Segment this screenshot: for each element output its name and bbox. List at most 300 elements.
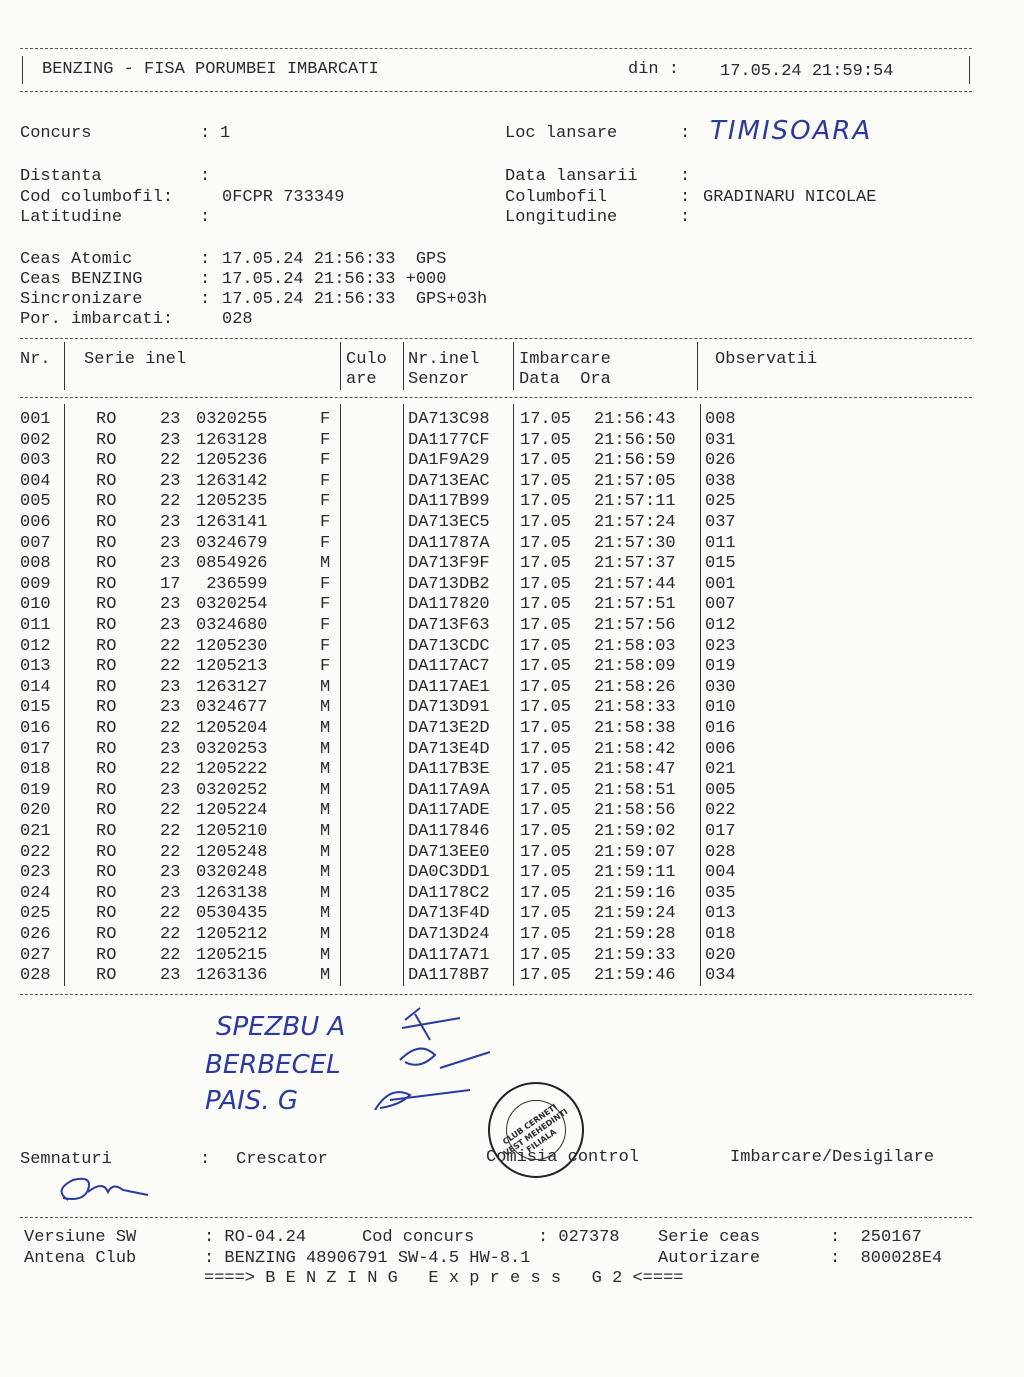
cell-sex: F [320,574,331,594]
cell-tara: RO [96,842,117,862]
serie-ceas-label: Serie ceas [658,1228,761,1247]
cell-an: 23 [160,966,181,986]
cell-tara: RO [96,698,117,718]
cell-nr: 007 [20,533,51,553]
cell-an: 22 [160,451,181,471]
longitudine-colon: : [680,208,691,227]
columbofil-value: GRADINARU NICOLAE [703,188,877,207]
cell-ora: 21:59:28 [594,925,676,944]
cell-an: 22 [160,925,181,944]
cell-inel: 1205215 [196,945,268,965]
cell-an: 23 [160,430,181,450]
cell-nr: 025 [20,904,51,924]
sincronizare-value: 17.05.24 21:56:33 GPS+03h [222,290,488,309]
cell-sex: M [320,698,331,718]
cell-inel: 1263127 [196,677,268,697]
cell-observatii: 010 [705,698,736,718]
cell-sex: M [320,801,331,821]
cell-tara: RO [96,657,117,677]
cell-sex: F [320,471,331,491]
cell-tara: RO [96,451,117,471]
cell-tara: RO [96,863,117,883]
benzing-express-banner: ====> B E N Z I N G E x p r e s s G 2 <==== [204,1269,684,1288]
sincronizare-colon: : [200,290,211,309]
cell-data: 17.05 [520,533,572,553]
cell-senzor: DA713E4D [408,739,490,759]
cell-observatii: 023 [705,636,736,656]
cell-nr: 009 [20,574,51,594]
cell-data: 17.05 [520,801,572,821]
cell-tara: RO [96,513,117,532]
cell-tara: RO [96,533,117,553]
cell-tara: RO [96,822,117,841]
cell-tara: RO [96,410,117,429]
col-header-nr: Nr. [20,350,51,369]
versiune-sw-label: Versiune SW [24,1228,137,1247]
cell-sex: M [320,677,331,697]
cell-observatii: 038 [705,471,736,491]
autorizare-value: : 800028E4 [830,1249,943,1268]
cell-data: 17.05 [520,554,572,574]
cell-data: 17.05 [520,883,572,903]
cell-ora: 21:59:16 [594,883,676,903]
concurs-label: Concurs [20,124,92,143]
cell-ora: 21:58:47 [594,760,676,780]
signature-comisia-control-label: Comisia control [486,1148,640,1167]
cell-sex: M [320,966,331,986]
table-row [0,884,1024,905]
cell-an: 23 [160,471,181,491]
cell-an: 17 [160,574,181,594]
cell-an: 22 [160,719,181,738]
cell-senzor: DA713EE0 [408,842,490,862]
cell-tara: RO [96,574,117,594]
cell-data: 17.05 [520,595,572,615]
table-row [0,863,1024,884]
cell-senzor: DA117A71 [408,945,490,965]
cell-senzor: DA1F9A29 [408,451,490,471]
cell-nr: 023 [20,863,51,883]
header-left-border [22,56,23,84]
table-row [0,534,1024,555]
table-row [0,781,1024,802]
footer-top-border [20,1217,972,1218]
document-title: BENZING - FISA PORUMBEI IMBARCATI [42,60,379,79]
cell-senzor: DA11787A [408,533,490,553]
cell-observatii: 012 [705,616,736,635]
cell-inel: 1205230 [196,636,268,656]
cell-observatii: 011 [705,533,736,553]
cell-nr: 002 [20,430,51,450]
handwritten-initials [360,1000,520,1110]
cell-nr: 019 [20,780,51,800]
cell-ora: 21:58:33 [594,698,676,718]
table-row [0,657,1024,678]
cell-an: 22 [160,492,181,512]
cell-nr: 008 [20,554,51,574]
cell-data: 17.05 [520,719,572,738]
cell-senzor: DA117846 [408,822,490,841]
cell-inel: 1205235 [196,492,268,512]
cell-sex: F [320,451,331,471]
cell-senzor: DA117B3E [408,760,490,780]
table-row [0,966,1024,987]
cell-an: 23 [160,616,181,635]
col-header-imbarcare-2: Data Ora [519,370,611,389]
versiune-sw-value: : RO-04.24 [204,1228,307,1247]
cell-an: 22 [160,760,181,780]
cell-nr: 018 [20,760,51,780]
cell-data: 17.05 [520,471,572,491]
col-header-observatii: Observatii [715,350,818,369]
cell-observatii: 026 [705,451,736,471]
cell-observatii: 006 [705,739,736,759]
cell-inel: 1263138 [196,883,268,903]
cell-data: 17.05 [520,760,572,780]
cell-nr: 021 [20,822,51,841]
cell-ora: 21:57:24 [594,513,676,532]
cell-observatii: 013 [705,904,736,924]
cell-observatii: 034 [705,966,736,986]
cell-an: 22 [160,657,181,677]
cell-ora: 21:59:46 [594,966,676,986]
cell-senzor: DA713DB2 [408,574,490,594]
cell-tara: RO [96,945,117,965]
table-row [0,822,1024,843]
table-col-separator [64,342,65,390]
signature-imbarcare-label: Imbarcare/Desigilare [730,1148,935,1167]
cell-tara: RO [96,801,117,821]
cell-tara: RO [96,780,117,800]
cell-inel: 1263141 [196,513,268,532]
cell-observatii: 035 [705,883,736,903]
table-row [0,801,1024,822]
ceas-benzing-colon: : [200,270,211,289]
cell-nr: 001 [20,410,51,429]
concurs-value: 1 [220,124,231,143]
loc-lansare-value: TIMISOARA [710,116,873,146]
cell-inel: 0320253 [196,739,268,759]
cell-data: 17.05 [520,451,572,471]
cell-sex: F [320,616,331,635]
cell-nr: 027 [20,945,51,965]
cell-ora: 21:57:37 [594,554,676,574]
cell-inel: 0320255 [196,410,268,429]
table-row [0,843,1024,864]
cell-nr: 004 [20,471,51,491]
cell-data: 17.05 [520,780,572,800]
sincronizare-label: Sincronizare [20,290,143,309]
cell-data: 17.05 [520,842,572,862]
cell-data: 17.05 [520,492,572,512]
cell-ora: 21:58:09 [594,657,676,677]
cell-an: 22 [160,822,181,841]
cod-concurs-value: : 027378 [538,1228,620,1247]
col-header-nr-inel-2: Senzor [408,370,470,389]
cell-nr: 026 [20,925,51,944]
cell-ora: 21:57:51 [594,595,676,615]
table-row [0,431,1024,452]
table-header-separator [20,397,972,398]
cell-nr: 005 [20,492,51,512]
stamp-text: CLUB CERNETI VEST MEHEDINTI FILIALA [501,1102,570,1159]
distanta-label: Distanta [20,167,102,186]
cell-ora: 21:58:42 [594,739,676,759]
cell-data: 17.05 [520,574,572,594]
ceas-atomic-value: 17.05.24 21:56:33 GPS [222,250,447,269]
header-timestamp: 17.05.24 21:59:54 [720,62,894,81]
cell-sex: M [320,883,331,903]
cell-an: 23 [160,883,181,903]
cell-tara: RO [96,677,117,697]
cell-tara: RO [96,492,117,512]
signature-crescator-label: Crescator [236,1150,328,1169]
cell-tara: RO [96,719,117,738]
cell-tara: RO [96,883,117,903]
cell-senzor: DA713F63 [408,616,490,635]
cell-tara: RO [96,616,117,635]
table-row [0,595,1024,616]
autorizare-label: Autorizare [658,1249,761,1268]
cell-sex: M [320,554,331,574]
cell-data: 17.05 [520,904,572,924]
cell-inel: 0320252 [196,780,268,800]
cell-sex: M [320,760,331,780]
cell-data: 17.05 [520,945,572,965]
cell-senzor: DA713F9F [408,554,490,574]
cell-an: 23 [160,513,181,532]
cell-nr: 016 [20,719,51,738]
longitudine-label: Longitudine [505,208,618,227]
cell-inel: 0320248 [196,863,268,883]
cell-observatii: 025 [705,492,736,512]
cell-inel: 1205224 [196,801,268,821]
table-row [0,678,1024,699]
table-col-separator [403,342,404,390]
cell-an: 23 [160,780,181,800]
col-header-culoare-2: are [346,370,377,389]
cell-sex: M [320,739,331,759]
header-top-border [20,48,972,49]
cell-observatii: 031 [705,430,736,450]
cell-tara: RO [96,595,117,615]
cell-ora: 21:58:51 [594,780,676,800]
cell-inel: 0324680 [196,616,268,635]
header-right-border [969,56,970,84]
handwritten-line-1: SPEZBU A [216,1012,346,1042]
cell-inel: 1205210 [196,822,268,841]
por-imbarcati-value: 028 [222,310,253,329]
table-row [0,946,1024,967]
concurs-colon: : [200,124,211,143]
cell-senzor: DA1177CF [408,430,490,450]
cell-data: 17.05 [520,410,572,429]
table-row [0,554,1024,575]
cell-observatii: 016 [705,719,736,738]
cell-senzor: DA117AC7 [408,657,490,677]
cell-observatii: 030 [705,677,736,697]
cod-columbofil-value: 0FCPR 733349 [222,188,345,207]
cell-data: 17.05 [520,698,572,718]
cell-sex: M [320,863,331,883]
cell-observatii: 015 [705,554,736,574]
table-row [0,575,1024,596]
cell-senzor: DA117AE1 [408,677,490,697]
cell-ora: 21:59:02 [594,822,676,841]
cell-data: 17.05 [520,513,572,532]
cell-sex: F [320,595,331,615]
cell-sex: M [320,719,331,738]
cell-nr: 028 [20,966,51,986]
cell-data: 17.05 [520,739,572,759]
cell-nr: 006 [20,513,51,532]
cell-data: 17.05 [520,822,572,841]
cell-observatii: 028 [705,842,736,862]
cell-sex: M [320,822,331,841]
cell-ora: 21:56:50 [594,430,676,450]
cell-tara: RO [96,430,117,450]
cell-an: 23 [160,554,181,574]
cell-senzor: DA713EC5 [408,513,490,532]
cell-senzor: DA713E2D [408,719,490,738]
cell-inel: 1205204 [196,719,268,738]
cell-observatii: 022 [705,801,736,821]
cell-observatii: 018 [705,925,736,944]
cell-data: 17.05 [520,657,572,677]
cell-an: 23 [160,739,181,759]
loc-lansare-colon: : [680,124,691,143]
cell-nr: 024 [20,883,51,903]
cell-ora: 21:57:05 [594,471,676,491]
ceas-atomic-colon: : [200,250,211,269]
cell-senzor: DA713CDC [408,636,490,656]
cell-nr: 022 [20,842,51,862]
cell-observatii: 004 [705,863,736,883]
cell-senzor: DA713F4D [408,904,490,924]
ceas-benzing-value: 17.05.24 21:56:33 +000 [222,270,447,289]
cell-data: 17.05 [520,636,572,656]
cell-ora: 21:58:03 [594,636,676,656]
cell-sex: F [320,636,331,656]
cell-inel: 1205236 [196,451,268,471]
antena-club-label: Antena Club [24,1249,137,1268]
cell-ora: 21:58:56 [594,801,676,821]
cell-sex: F [320,657,331,677]
loc-lansare-label: Loc lansare [505,124,618,143]
cell-nr: 020 [20,801,51,821]
cell-inel: 1263142 [196,471,268,491]
table-row [0,410,1024,431]
cell-an: 23 [160,410,181,429]
cell-an: 22 [160,636,181,656]
cell-ora: 21:59:24 [594,904,676,924]
header-bottom-border [20,91,972,92]
cell-inel: 0530435 [196,904,268,924]
handwritten-line-3: PAIS. G [205,1086,299,1116]
cell-nr: 015 [20,698,51,718]
handwritten-signature [48,1170,158,1210]
latitudine-label: Latitudine [20,208,123,227]
signatures-colon: : [200,1150,211,1169]
cell-observatii: 001 [705,574,736,594]
cell-inel: 0854926 [196,554,268,574]
cell-an: 23 [160,533,181,553]
distanta-colon: : [200,167,211,186]
cell-senzor: DA1178B7 [408,966,490,986]
cell-ora: 21:57:56 [594,616,676,635]
col-header-serie-inel: Serie inel [84,350,187,369]
table-row [0,637,1024,658]
cell-inel: 236599 [196,574,268,594]
antena-club-value: : BENZING 48906791 SW-4.5 HW-8.1 [204,1249,531,1268]
cell-senzor: DA0C3DD1 [408,863,490,883]
cell-sex: M [320,780,331,800]
cell-observatii: 020 [705,945,736,965]
cell-nr: 014 [20,677,51,697]
cell-tara: RO [96,925,117,944]
columbofil-label: Columbofil [505,188,608,207]
signatures-label: Semnaturi [20,1150,112,1169]
cell-nr: 011 [20,616,51,635]
col-header-nr-inel-1: Nr.inel [408,350,480,369]
cell-senzor: DA713D24 [408,925,490,944]
cell-data: 17.05 [520,677,572,697]
cell-observatii: 037 [705,513,736,532]
cell-nr: 013 [20,657,51,677]
cell-ora: 21:56:43 [594,410,676,429]
cell-tara: RO [96,554,117,574]
table-row [0,492,1024,513]
cell-ora: 21:57:44 [594,574,676,594]
latitudine-colon: : [200,208,211,227]
col-header-imbarcare-1: Imbarcare [519,350,611,369]
ceas-benzing-label: Ceas BENZING [20,270,143,289]
cell-ora: 21:57:11 [594,492,676,512]
table-col-separator [513,342,514,390]
cell-observatii: 017 [705,822,736,841]
table-row [0,904,1024,925]
cell-an: 23 [160,677,181,697]
cell-data: 17.05 [520,925,572,944]
cell-inel: 1263136 [196,966,268,986]
cell-sex: F [320,410,331,429]
cell-ora: 21:59:07 [594,842,676,862]
cell-sex: F [320,513,331,532]
table-row [0,925,1024,946]
cell-sex: M [320,925,331,944]
col-header-culoare-1: Culo [346,350,387,369]
cell-observatii: 019 [705,657,736,677]
cell-nr: 003 [20,451,51,471]
cell-an: 22 [160,904,181,924]
cell-an: 22 [160,945,181,965]
cell-sex: M [320,945,331,965]
cell-data: 17.05 [520,616,572,635]
cell-senzor: DA117820 [408,595,490,615]
cell-senzor: DA117B99 [408,492,490,512]
cell-nr: 010 [20,595,51,615]
cell-inel: 0324677 [196,698,268,718]
cell-inel: 1263128 [196,430,268,450]
cell-nr: 012 [20,636,51,656]
table-col-separator [697,342,698,390]
cell-sex: F [320,492,331,512]
cell-nr: 017 [20,739,51,759]
columbofil-colon: : [680,188,691,207]
handwritten-line-2: BERBECEL [205,1050,341,1080]
cell-data: 17.05 [520,430,572,450]
cell-inel: 1205248 [196,842,268,862]
